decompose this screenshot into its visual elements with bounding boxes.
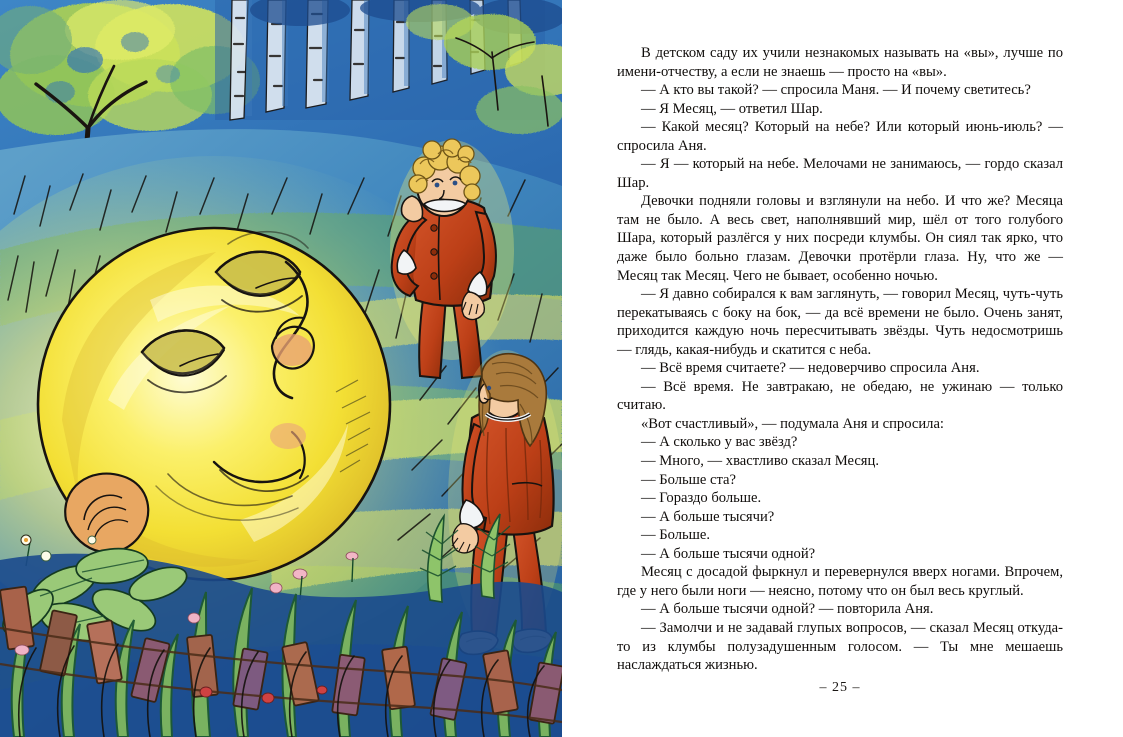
paragraph: — Я — который на небе. Мелочами не занимаюсь, — гордо сказал Шар. [617, 156, 1063, 191]
paragraph: — Всё время считаете? — недоверчиво спросила Аня. [641, 360, 980, 377]
paragraph: — Много, — хвастливо сказал Месяц. [641, 453, 879, 470]
paragraph: — А кто вы такой? — спросила Маня. — И почему светитесь? [641, 82, 1031, 99]
paragraph: «Вот счастливый», — подумала Аня и спросила: [641, 415, 944, 432]
page-number: – 25 – [819, 680, 861, 695]
story-text-column [617, 44, 1063, 675]
moon-sphere [38, 228, 390, 580]
birch-grove [215, 0, 562, 134]
paragraph: — Какой месяц? Который на небе? Или который июнь-июль? — спросила Аня. [617, 119, 1063, 154]
paragraph: Девочки подняли головы и взглянули на небо. И что же? Месяца там не было. А весь свет, наполнявший мир, шёл от того голубого Шара, который разлёгся у них посреди клумбы. Он сиял так ярко, что даже было больно глазам. Девочки протёрли глаза. Ну, что же — Месяц так Месяц. Чего не бывает, особенно ночью. [617, 193, 1063, 284]
paragraph: — А сколько у вас звёзд? [641, 434, 798, 451]
paragraph: — Я давно собирался к вам заглянуть, — говорил Месяц, чуть-чуть перекатываясь с боку на бок, — да всё времени не было. Очень занят, приходится каждую ночь пересчитывать звёзды. Чуть недосмотришь — глядь, какая-нибудь и скатится с неба. [617, 286, 1063, 358]
paragraph: Месяц с досадой фыркнул и перевернулся вверх ногами. Впрочем, где у него были ноги — неясно, потому что он был весь круглый. [617, 564, 1063, 599]
paragraph: — Гораздо больше. [641, 490, 762, 507]
paragraph: — Больше ста? [641, 471, 737, 488]
paragraph: — Больше. [641, 527, 711, 544]
paragraph: — Всё время. Не завтракаю, не обедаю, не ужинаю — только считаю. [617, 378, 1063, 414]
paragraph: — А больше тысячи одной? — повторила Аня. [641, 601, 934, 618]
paragraph: — А больше тысячи одной? [641, 545, 816, 562]
paragraph: — Замолчи и не задавай глупых вопросов, — сказал Месяц откуда-то из клумбы полузадушенным голосом. — Ты мне мешаешь наслаждаться жизнью. [617, 619, 1063, 674]
paragraph: — А больше тысячи? [641, 508, 775, 525]
paragraph: — Я Месяц, — ответил Шар. [641, 100, 823, 117]
paragraph: В детском саду их учили незнакомых называть на «вы», лучше по имени-отчеству, а если не знаешь — просто на «вы». [617, 45, 1063, 80]
